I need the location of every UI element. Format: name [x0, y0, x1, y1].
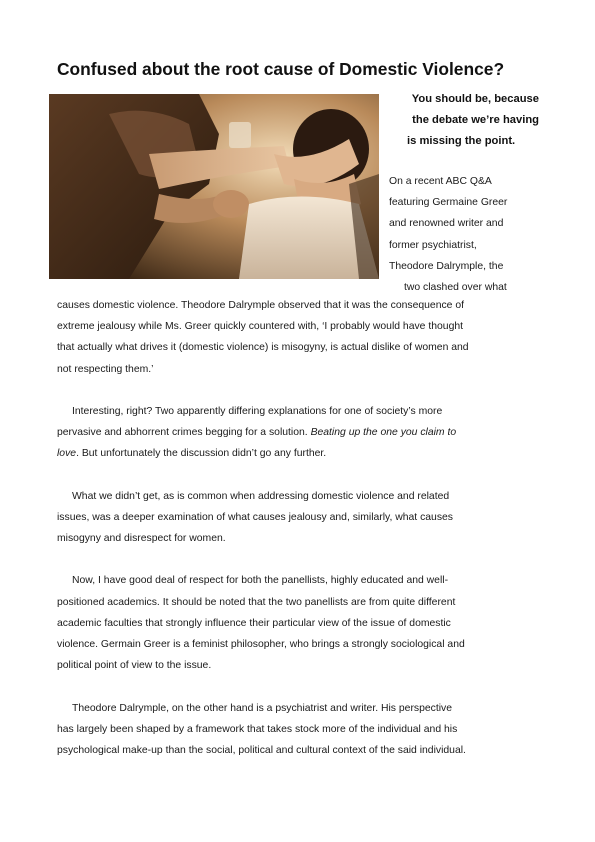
subhead-line: You should be, because — [411, 93, 539, 105]
text-line: Interesting, right? Two apparently differing explanations for one of society’s more — [72, 405, 443, 417]
text-line: On a recent ABC Q&A — [389, 176, 492, 187]
text-line: positioned academics. It should be noted that the two panellists are from quite different — [57, 596, 456, 608]
text-line: What we didn’t get, as is common when addressing domestic violence and related — [72, 490, 450, 502]
side-paragraph — [389, 171, 549, 298]
text-line: and renowned writer and — [389, 218, 504, 230]
subhead-line: is missing the point. — [407, 135, 516, 147]
text-line — [57, 422, 539, 443]
text-line: extreme jealousy while Ms. Greer quickly countered with, ‘I probably would have thought — [57, 321, 464, 333]
text-line: Now, I have good deal of respect for both the panellists, highly educated and well- — [72, 575, 449, 587]
text-run: . But unfortunately the discussion didn’t go any further. — [76, 448, 327, 460]
text-line: psychological make-up than the social, political and cultural context of the said individual. — [57, 744, 466, 756]
text-line: not respecting them.’ — [57, 363, 154, 375]
domestic-violence-photo — [49, 94, 379, 279]
article-subheading — [369, 89, 539, 152]
italic-text: love — [57, 448, 77, 460]
italic-text: Beating up the one you claim to — [310, 427, 457, 439]
text-line: violence. Germain Greer is a feminist philosopher, who brings a strongly sociological and — [57, 639, 465, 650]
text-line: Theodore Dalrymple, the — [389, 260, 504, 272]
text-line: Theodore Dalrymple, on the other hand is a psychiatrist and writer. His perspective — [72, 702, 453, 714]
article-body — [57, 295, 539, 761]
text-line: causes domestic violence. Theodore Dalrymple observed that it was the consequence of — [57, 300, 465, 311]
text-line: political point of view to the issue. — [57, 660, 212, 672]
text-line: has largely been shaped by a framework that takes stock more of the individual and his — [57, 723, 458, 735]
text-line: two clashed over what — [404, 282, 507, 294]
text-line: academic faculties that strongly influence their particular view of the issue of domestic — [57, 617, 451, 629]
text-line — [57, 443, 539, 464]
article-title: Confused about the root cause of Domestic Violence? — [57, 59, 505, 79]
text-run: pervasive and abhorrent crimes begging for a solution. — [57, 427, 311, 439]
subhead-line: the debate we’re having — [412, 114, 539, 126]
text-line: former psychiatrist, — [389, 239, 477, 251]
text-line: that actually what drives it (domestic violence) is misogyny, is actual dislike of women and — [57, 342, 469, 354]
text-line: issues, was a deeper examination of what causes jealousy and, similarly, what causes — [57, 511, 454, 523]
text-line: featuring Germaine Greer — [389, 197, 508, 209]
text-line: misogyny and disrespect for women. — [57, 533, 226, 545]
